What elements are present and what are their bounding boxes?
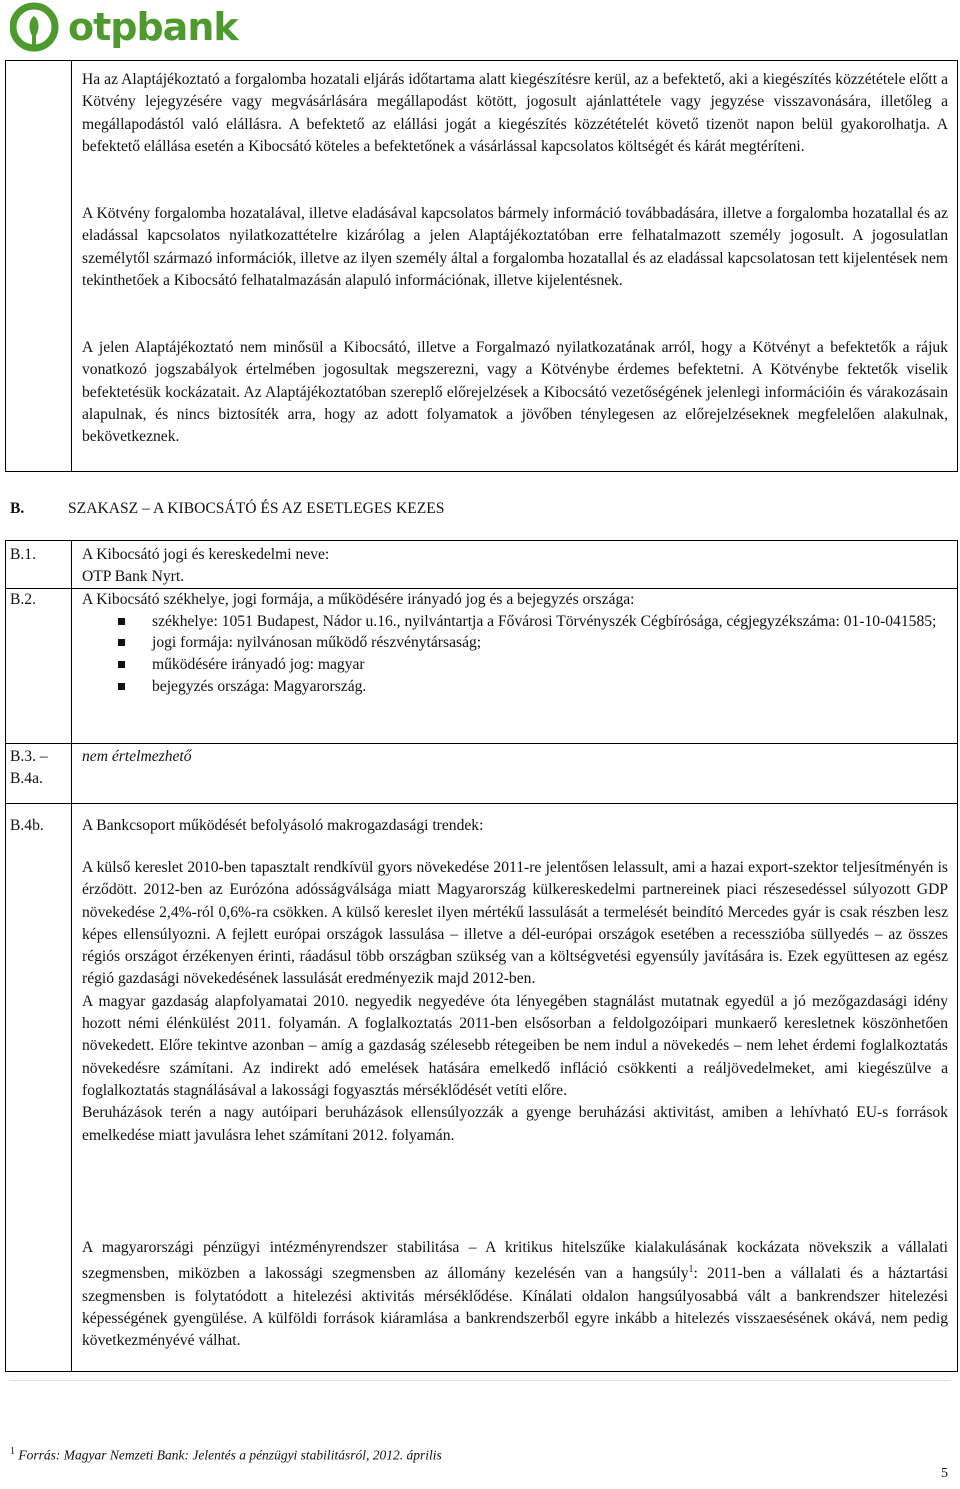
row-b1-content bbox=[82, 544, 948, 587]
section-b-title-pre: SZAKASZ bbox=[68, 500, 139, 517]
row-b4b-heading: A Bankcsoport működését befolyásoló makrogazdasági trendek: bbox=[82, 817, 484, 834]
logo-text: otpbank bbox=[68, 5, 238, 49]
section-b-label: B. bbox=[10, 500, 25, 517]
row-b2-list bbox=[82, 611, 948, 698]
otp-logo bbox=[10, 2, 238, 52]
intro-paragraph-2: A Kötvény forgalomba hozatalával, illetve eladásával kapcsolatos bármely információ továbbadására, illetve a forgalomba hozatallal és az eladással kapcsolatos nyilatkozattételre kizárólag a jelen Alaptájékoztatóban erre felhatalmazott személy jogosult. A jogosulatlan személytől származó információk, illetve az ilyen személy által a forgalomba hozatallal és az eladással kapcsolatosan tett kijelentések nem tekinthetőek a Kibocsátó felhatalmazásán alapuló információnak, illetve kijelentésnek. bbox=[82, 205, 948, 289]
row-b4b-paragraph-4b: : 2011-ben a vállalati és a háztartási szegmensben is folytatódott a hitelezési aktivitás mérséklődése. Kínálati oldalon hangsúlyosabbá vált a bankrendszer hitelezési képességének gyengülése. A külföldi források kiáramlása a bankrendszerből egyre inkább a hitelezés visszaesésének okává, nem pedig következményévé válhat. bbox=[82, 1265, 948, 1350]
row-b4b-body bbox=[82, 857, 948, 1147]
footnote bbox=[10, 1446, 442, 1464]
intro-column-divider bbox=[71, 60, 72, 472]
list-item: jogi formája: nyilvánosan működő részvénytársaság; bbox=[82, 632, 948, 654]
row-b4b-paragraph-4 bbox=[82, 1237, 948, 1353]
row-b1-line1: A Kibocsátó jogi és kereskedelmi neve: bbox=[82, 546, 330, 563]
intro-paragraph-1: Ha az Alaptájékoztató a forgalomba hozatali eljárás időtartama alatt kiegészítésre kerül, az a befektető, aki a kiegészítés közzététele előtt a Kötvény lejegyzésére vagy megvásárlására megállapodást kötött, jogosult ajánlattétele vagy jegyzése visszavonására, illetőleg a megállapodástól való elállásra. A befektető az elállási jogát a kiegészítés közzétételét követő tizenöt napon belül gyakorolhatja. A befektető elállása esetén a Kibocsátó köteles a befektetőnek a vásárlással kapcsolatos költségét és kárát megtéríteni. bbox=[82, 71, 948, 155]
page-number: 5 bbox=[941, 1466, 948, 1481]
footnote-number: 1 bbox=[10, 1446, 15, 1457]
row-b1-line2: OTP Bank Nyrt. bbox=[82, 567, 185, 585]
row-b1-label: B.1. bbox=[10, 546, 36, 563]
intro-paragraph-3: A jelen Alaptájékoztató nem minősül a Kibocsátó, illetve a Forgalmazó nyilatkozatának arról, hogy a Kötvényt a befektetők a rájuk vonatkozó jogszabályok értelmében jogosultak megszerezni, vagy a Kötvénybe érdemes befektetni. A Kötvénybe fektetők viselik befektetésük kockázatait. Az Alaptájékoztatóban szereplő előrejelzések a Kibocsátó vezetőségének jelenlegi információin és várakozásain alapulnak, és nincs biztosíték arra, hogy az adott folyamatok a jövőben ténylegesen az előrejelzéseknek megfelelően alakulnak, bekövetkeznek. bbox=[82, 339, 948, 446]
row-b4b-paragraph-1: A külső kereslet 2010-ben tapasztalt rendkívül gyors növekedése 2011-re jelentősen lelassult, ami a hazai export-szektor teljesítményén is érződött. 2012-ben az Eurózóna adósságválsága miatt Magyarország külkereskedelmi partnereinek piaci részesedéssel súlyozott GDP növekedése 2,4%-ról 0,6%-ra csökken. A külső kereslet ilyen mértékű lassulását a termelését beindító Mercedes gyár is csak részben lesz képes ellensúlyozni. A fejlett európai országok lassulása – illetve a dél-európai országok esetében a recesszióba süllyedés – az összes régiós országot érzékenyen érinti, ráadásul több országban szükség van a költségvetési egyensúly javítására is. Ezek együttesen az egész régió gazdasági növekedésének lassulását eredményezik majd 2012-ben. bbox=[82, 859, 948, 988]
row-b2-heading: A Kibocsátó székhelye, jogi formája, a működésére irányadó jog és a bejegyzés országa: bbox=[82, 591, 635, 608]
section-b-heading bbox=[68, 499, 444, 519]
row-b3-label-2: B.4a. bbox=[10, 769, 43, 787]
otp-logo-icon bbox=[10, 2, 62, 52]
row-b4b-paragraph-3: Beruházások terén a nagy autóipari beruházások ellensúlyozzák a gyenge beruházási aktivitást, amiben a lehívható EU-s források emelkedése miatt javulásra lehet számítani 2012. folyamán. bbox=[82, 1104, 948, 1144]
row-b4b-paragraph-2: A magyar gazdaság alapfolyamatai 2010. negyedik negyedéve óta lényegében stagnálást mutatnak egyedül a jó mezőgazdasági idény hozott némi élénkülést 2011. folyamán. A foglalkoztatás 2011-ben elsősorban a feldolgozóipari munkaerő keresletnek köszönhetően növekedett. Előre tekintve azonban – amíg a gazdaság szélesebb rétegeiben be nem indul a növekedés – nem lehet érdemi foglalkoztatás növekedésre számítani. Az indirekt adó emelések hatására emelkedő infláció csökkenti a reáljövedelmeket, ami kiegészülve a foglalkoztatás stagnálásával a lakossági fogyasztás mérséklődését vetíti előre. bbox=[82, 992, 948, 1099]
row-b3-label-1: B.3. – bbox=[10, 748, 48, 765]
section-b-dash: – bbox=[142, 500, 150, 517]
row-b2-label: B.2. bbox=[10, 591, 36, 608]
row-b2-content bbox=[82, 589, 948, 698]
list-item: székhelye: 1051 Budapest, Nádor u.16., nyilvántartja a Fővárosi Törvényszék Cégbírósága, cégjegyzékszáma: 01-10-041585; bbox=[82, 611, 948, 633]
row-b3-text: nem értelmezhető bbox=[82, 748, 192, 765]
footnote-separator bbox=[10, 1380, 950, 1381]
table-column-divider bbox=[71, 540, 72, 1372]
list-item: bejegyzés országa: Magyarország. bbox=[82, 676, 948, 698]
row-b3-label bbox=[10, 746, 48, 789]
row-b4b-label: B.4b. bbox=[10, 817, 44, 834]
row-divider-b3 bbox=[5, 803, 958, 804]
row-divider-b2 bbox=[5, 743, 958, 744]
footnote-text: Forrás: Magyar Nemzeti Bank: Jelentés a pénzügyi stabilitásról, 2012. április bbox=[18, 1447, 442, 1463]
section-b-title: A KIBOCSÁTÓ ÉS AZ ESETLEGES KEZES bbox=[152, 500, 445, 517]
list-item: működésére irányadó jog: magyar bbox=[82, 654, 948, 676]
footnote-ref: 1 bbox=[688, 1264, 694, 1276]
row-b4b-paragraph-4a: A magyarországi pénzügyi intézményrendszer stabilitása – A kritikus hitelszűke kialakulásának kockázata növekszik a vállalati szegmensben, miközben a lakossági szegmensben az állomány kezelésén van a hangsúly bbox=[82, 1239, 948, 1283]
